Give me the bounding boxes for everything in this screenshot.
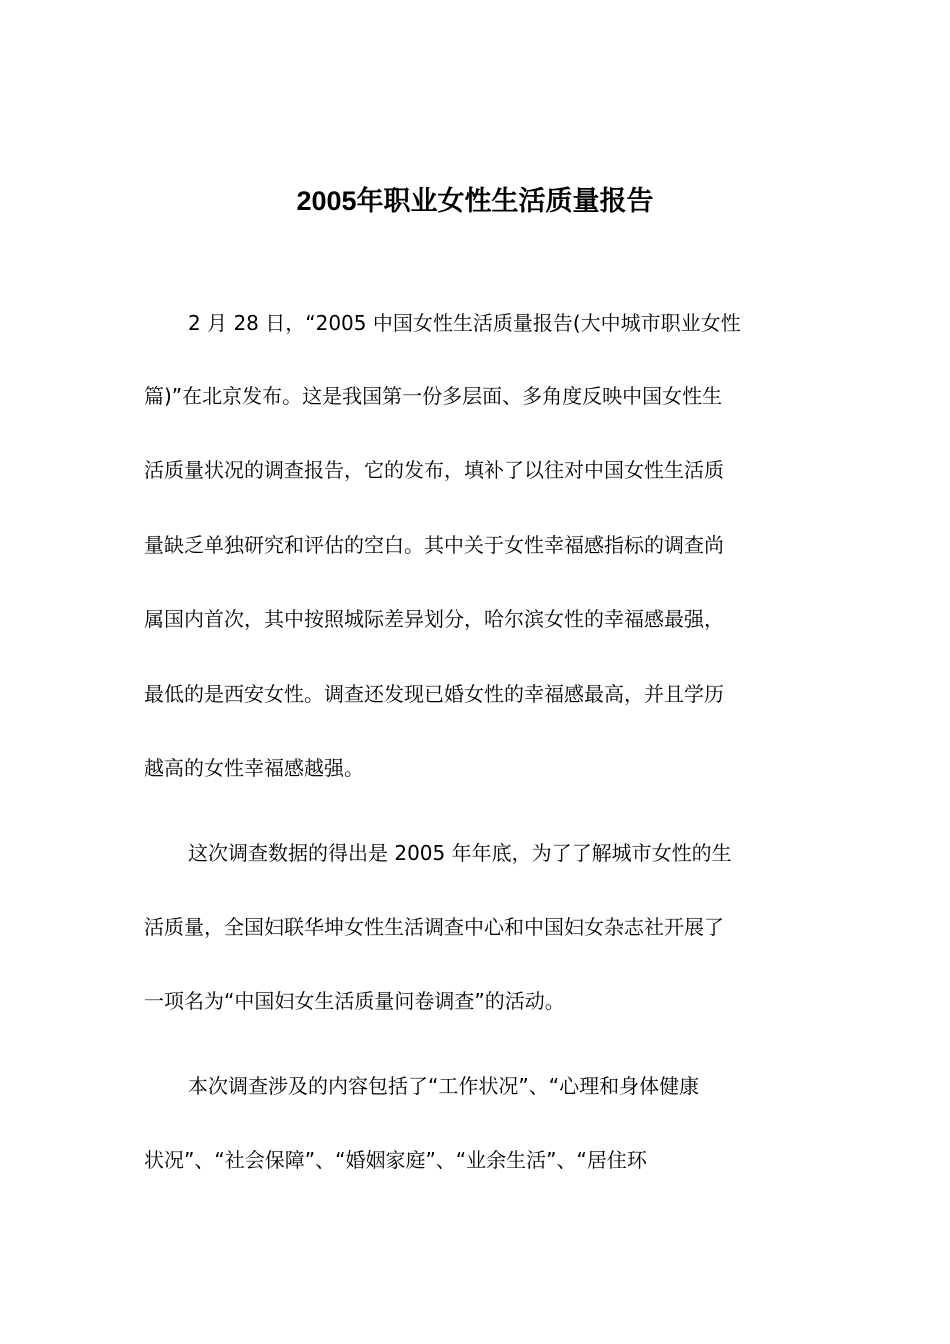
paragraph-line: 活质量状况的调查报告，它的发布，填补了以往对中国女性生活质 bbox=[144, 458, 724, 482]
paragraph-line: 状况”、“社会保障”、“婚姻家庭”、“业余生活”、“居住环 bbox=[144, 1148, 647, 1172]
paragraph-line: 一项名为“中国妇女生活质量问卷调查”的活动。 bbox=[144, 989, 565, 1013]
paragraph-line: 属国内首次，其中按照城际差异划分，哈尔滨女性的幸福感最强， bbox=[144, 607, 724, 631]
paragraph-line: 2 月 28 日，“2005 中国女性生活质量报告(大中城市职业女性 bbox=[188, 311, 741, 335]
document-title: 2005年职业女性生活质量报告 bbox=[296, 186, 654, 216]
paragraph-line: 篇)”在北京发布。这是我国第一份多层面、多角度反映中国女性生 bbox=[144, 384, 723, 408]
paragraph-line: 本次调查涉及的内容包括了“工作状况”、“心理和身体健康 bbox=[188, 1074, 700, 1098]
paragraph-line: 越高的女性幸福感越强。 bbox=[144, 756, 364, 780]
paragraph-line: 活质量，全国妇联华坤女性生活调查中心和中国妇女杂志社开展了 bbox=[144, 915, 724, 939]
paragraph-line: 这次调查数据的得出是 2005 年年底，为了了解城市女性的生 bbox=[188, 841, 732, 865]
paragraph-line: 最低的是西安女性。调查还发现已婚女性的幸福感最高，并且学历 bbox=[144, 682, 724, 706]
paragraph-line: 量缺乏单独研究和评估的空白。其中关于女性幸福感指标的调查尚 bbox=[144, 533, 724, 557]
